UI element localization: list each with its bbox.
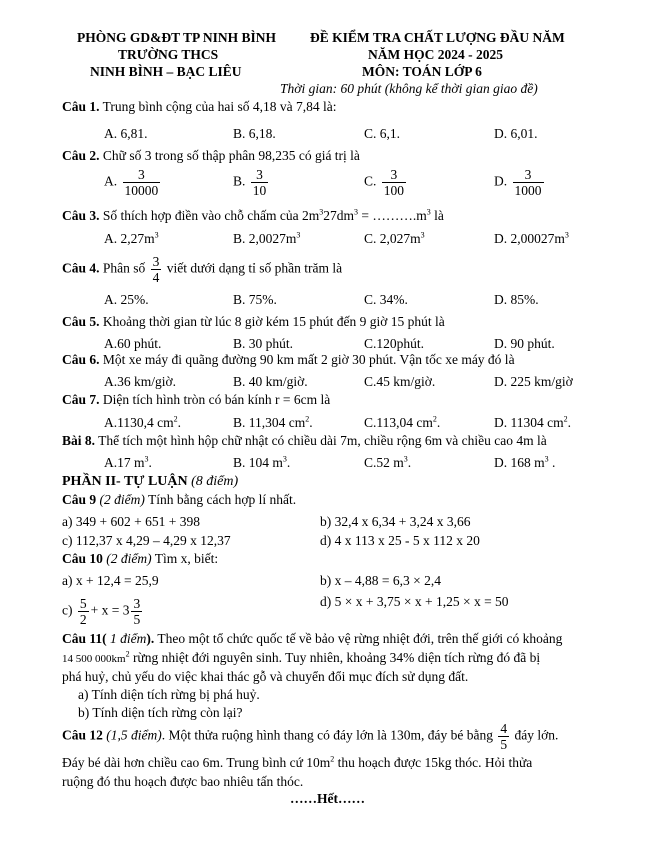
question-4: Câu 4. Phân số $\frac{3}{4}$ viết dưới dạng tỉ số phần trăm là (62, 254, 343, 285)
q2-option-a: A. $\frac{3}{10000}$ (104, 167, 159, 198)
q7-option-c: C.113,04 $cm^2$. (364, 414, 441, 430)
q11-part-b: b) Tính diện tích rừng còn lại? (78, 705, 243, 720)
fraction: $\frac{3}{10}$ (252, 167, 267, 198)
fraction: $\frac{3}{10000}$ (124, 167, 159, 198)
q2-option-c: C. $\frac{3}{100}$ (364, 167, 405, 198)
q11-line-3: phá huỷ, chủ yếu do việc khai thác gỗ và chuyển đổi mục đích sử dụng đất. (62, 669, 469, 684)
school-location: NINH BÌNH – BẠC LIÊU (90, 64, 242, 79)
q5-option-d: D. 90 phút. (494, 336, 555, 351)
exam-time: Thời gian: 60 phút (không kể thời gian giao đề) (280, 81, 538, 96)
question-6: Câu 6. Một xe máy đi quãng đường 90 km mất 2 giờ 30 phút. Vận tốc xe máy đó là (62, 352, 515, 367)
q5-option-c: C.120phút. (364, 336, 425, 351)
q11-part-a: a) Tính diện tích rừng bị phá huỷ. (78, 687, 260, 702)
question-12: Câu 12 (1,5 điểm). Một thửa ruộng hình thang có đáy lớn là 130m, đáy bé bằng $\frac{4}{5}$ đáy lớn. (62, 721, 559, 752)
q3-option-c: C. $2,027m^3$ (364, 230, 425, 246)
dept-name: PHÒNG GD&ĐT TP NINH BÌNH (77, 30, 277, 45)
school-name: TRƯỜNG THCS (118, 47, 219, 62)
q12-line-2: Đáy bé dài hơn chiều cao 6m. Trung bình cứ $10m^2$ thu hoạch được 15kg thóc. Hỏi thửa (62, 754, 533, 770)
question-5: Câu 5. Khoảng thời gian từ lúc 8 giờ kém 15 phút đến 9 giờ 15 phút là (62, 314, 445, 329)
q6-option-c: C.45 km/giờ. (364, 374, 436, 389)
q9-part-a: a) 349 + 602 + 651 + 398 (62, 514, 200, 529)
q3-option-a: A. $2,27m^3$ (104, 230, 159, 246)
q7-option-a: A.1130,4 $cm^2$. (104, 414, 181, 430)
end-marker: ……Hết…… (290, 791, 365, 806)
q5-option-b: B. 30 phút. (233, 336, 294, 351)
exam-title: ĐỀ KIỂM TRA CHẤT LƯỢNG ĐẦU NĂM (310, 30, 565, 45)
part-2-title: PHẦN II- TỰ LUẬN (8 điểm) (62, 474, 239, 489)
question-7: Câu 7. Diện tích hình tròn có bán kính r = 6cm là (62, 392, 331, 407)
q10-part-d: d) 5 × x + 3,75 × x + 1,25 × x = 50 (320, 594, 509, 609)
q9-part-d: d) 4 x 113 x 25 - 5 x 112 x 20 (320, 533, 480, 548)
q4-option-a: A. 25%. (104, 292, 149, 307)
q4-option-c: C. 34%. (364, 292, 408, 307)
fraction: $\frac{3}{5}$ (133, 596, 141, 627)
q5-option-a: A.60 phút. (104, 336, 162, 351)
question-8: Bài 8. Thể tích một hình hộp chữ nhật có chiều dài 7m, chiều rộng 6m và chiều cao 4m là (62, 433, 547, 448)
q11-line-2: 14 500 $000km^2$ rừng nhiệt đới nguyên sinh. Tuy nhiên, khoảng 34% diện tích rừng đó đã bị (62, 649, 541, 665)
q6-option-d: D. 225 km/giờ (494, 374, 573, 389)
q1-option-a: A. 6,81. (104, 126, 148, 141)
q7-option-d: D. 11304 $cm^2$. (494, 414, 571, 430)
q9-part-b: b) 32,4 x 6,34 + 3,24 x 3,66 (320, 514, 471, 529)
q1-option-c: C. 6,1. (364, 126, 401, 141)
q10-part-b: b) x – 4,88 = 6,3 × 2,4 (320, 573, 441, 588)
fraction: $\frac{4}{5}$ (500, 721, 508, 752)
q8-option-b: B. 104 $m^3$. (233, 454, 291, 470)
question-10: Câu 10 (2 điểm) Tìm x, biết: (62, 551, 219, 566)
question-1: Câu 1. Trung bình cộng của hai số 4,18 và 7,84 là: (62, 99, 337, 114)
q8-option-d: D. 168 $m^3$ . (494, 454, 556, 470)
q9-part-c: c) 112,37 x 4,29 – 4,29 x 12,37 (62, 533, 231, 548)
fraction: $\frac{3}{1000}$ (514, 167, 542, 198)
q7-option-b: B. 11,304 $cm^2$. (233, 414, 313, 430)
q8-option-c: C.52 $m^3$. (364, 454, 412, 470)
q10-part-a: a) x + 12,4 = 25,9 (62, 573, 159, 588)
q6-option-a: A.36 km/giờ. (104, 374, 177, 389)
q2-option-b: B. $\frac{3}{10}$ (233, 167, 267, 198)
question-2: Câu 2. Chữ số 3 trong số thập phân 98,235 có giá trị là (62, 148, 360, 163)
school-year: NĂM HỌC 2024 - 2025 (368, 47, 503, 62)
q1-option-d: D. 6,01. (494, 126, 538, 141)
subject: MÔN: TOÁN LỚP 6 (362, 64, 482, 79)
q8-option-a: A.17 $m^3$. (104, 454, 152, 470)
q4-option-d: D. 85%. (494, 292, 539, 307)
q2-option-d: D. $\frac{3}{1000}$ (494, 167, 542, 198)
q6-option-b: B. 40 km/giờ. (233, 374, 308, 389)
question-3: Câu 3. Số thích hợp điền vào chỗ chấm của $2m^327dm^3$ = $\dots\dots\dots.m^3$ là (62, 207, 444, 223)
question-11: Câu 11( 1 điểm). Theo một tổ chức quốc tế về bảo vệ rừng nhiệt đới, trên thế giới có khoảng (62, 631, 563, 646)
fraction: $\frac{3}{100}$ (383, 167, 405, 198)
q1-option-b: B. 6,18. (233, 126, 276, 141)
q3-option-d: D. $2,00027m^3$ (494, 230, 569, 246)
fraction: $\frac{5}{2}$ (79, 596, 87, 627)
q4-option-b: B. 75%. (233, 292, 277, 307)
q12-line-3: ruộng đó thu hoạch được bao nhiêu tấn thóc. (62, 774, 304, 789)
q3-option-b: B. $2,0027m^3$ (233, 230, 301, 246)
fraction: $\frac{3}{4}$ (152, 254, 160, 285)
q10-part-c: c) $\frac{5}{2}$ + x = 3 $\frac{3}{5}$ (62, 596, 141, 627)
question-9: Câu 9 (2 điểm) Tính bằng cách hợp lí nhất. (62, 492, 297, 507)
